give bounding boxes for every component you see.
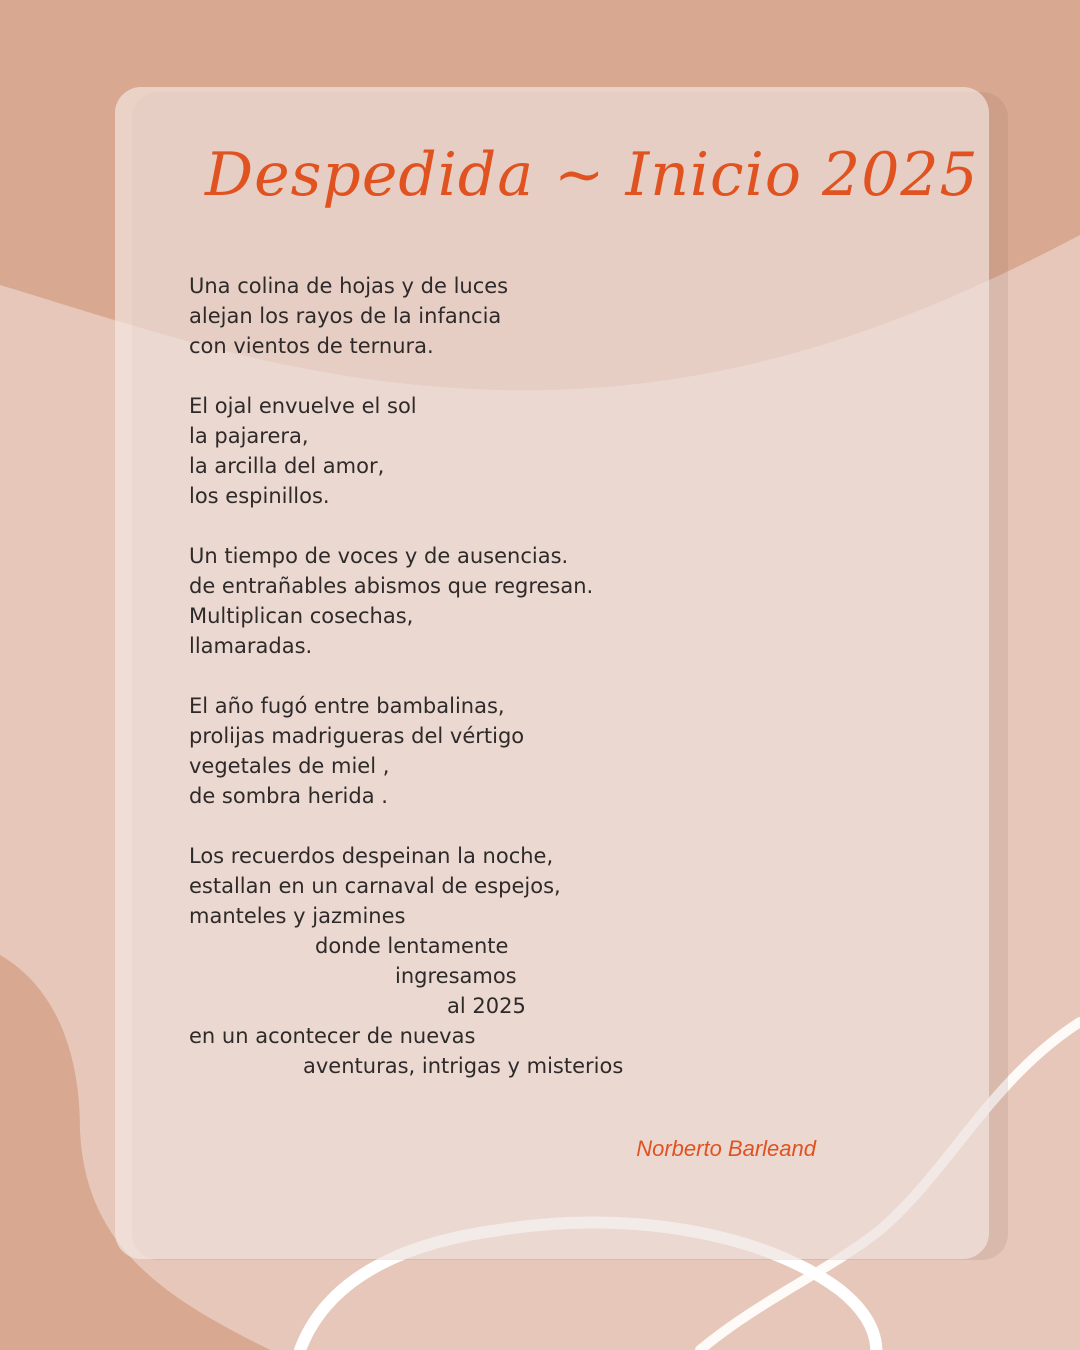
poem-line: ingresamos (395, 964, 517, 988)
poem-line: alejan los rayos de la infancia (189, 304, 502, 328)
stanza-4 (189, 691, 829, 811)
poem-line: Una colina de hojas y de luces (189, 274, 509, 298)
poem-line: llamaradas. (189, 634, 313, 658)
poem-line: la arcilla del amor, (189, 454, 385, 478)
poem-line: Multiplican cosechas, (189, 604, 414, 628)
author-signature: Norberto Barleand (636, 1136, 816, 1161)
poem-line: estallan en un carnaval de espejos, (189, 874, 561, 898)
poem-line: al 2025 (447, 994, 526, 1018)
stanza-5 (189, 841, 829, 1081)
poem-line: El año fugó entre bambalinas, (189, 694, 505, 718)
poem-line: donde lentamente (315, 934, 509, 958)
poem-line: Un tiempo de voces y de ausencias. (189, 544, 569, 568)
stanza-2 (189, 391, 829, 511)
poem-line: los espinillos. (189, 484, 330, 508)
poem-line: la pajarera, (189, 424, 309, 448)
poem-line: prolijas madrigueras del vértigo (189, 724, 525, 748)
poem-line: en un acontecer de nuevas (189, 1024, 476, 1048)
poem-line: de entrañables abismos que regresan. (189, 574, 594, 598)
poem-line: aventuras, intrigas y misterios (303, 1054, 624, 1078)
stanza-1 (189, 271, 829, 361)
stanza-3 (189, 541, 829, 661)
poem-line: vegetales de miel , (189, 754, 390, 778)
poem-line: de sombra herida . (189, 784, 388, 808)
poem-line: manteles y jazmines (189, 904, 406, 928)
poem-line: El ojal envuelve el sol (189, 394, 417, 418)
poem-line: Los recuerdos despeinan la noche, (189, 844, 554, 868)
poem-title: Despedida ~ Inicio 2025 (205, 140, 979, 210)
poem-line: con vientos de ternura. (189, 334, 434, 358)
poem-body (189, 271, 829, 1111)
